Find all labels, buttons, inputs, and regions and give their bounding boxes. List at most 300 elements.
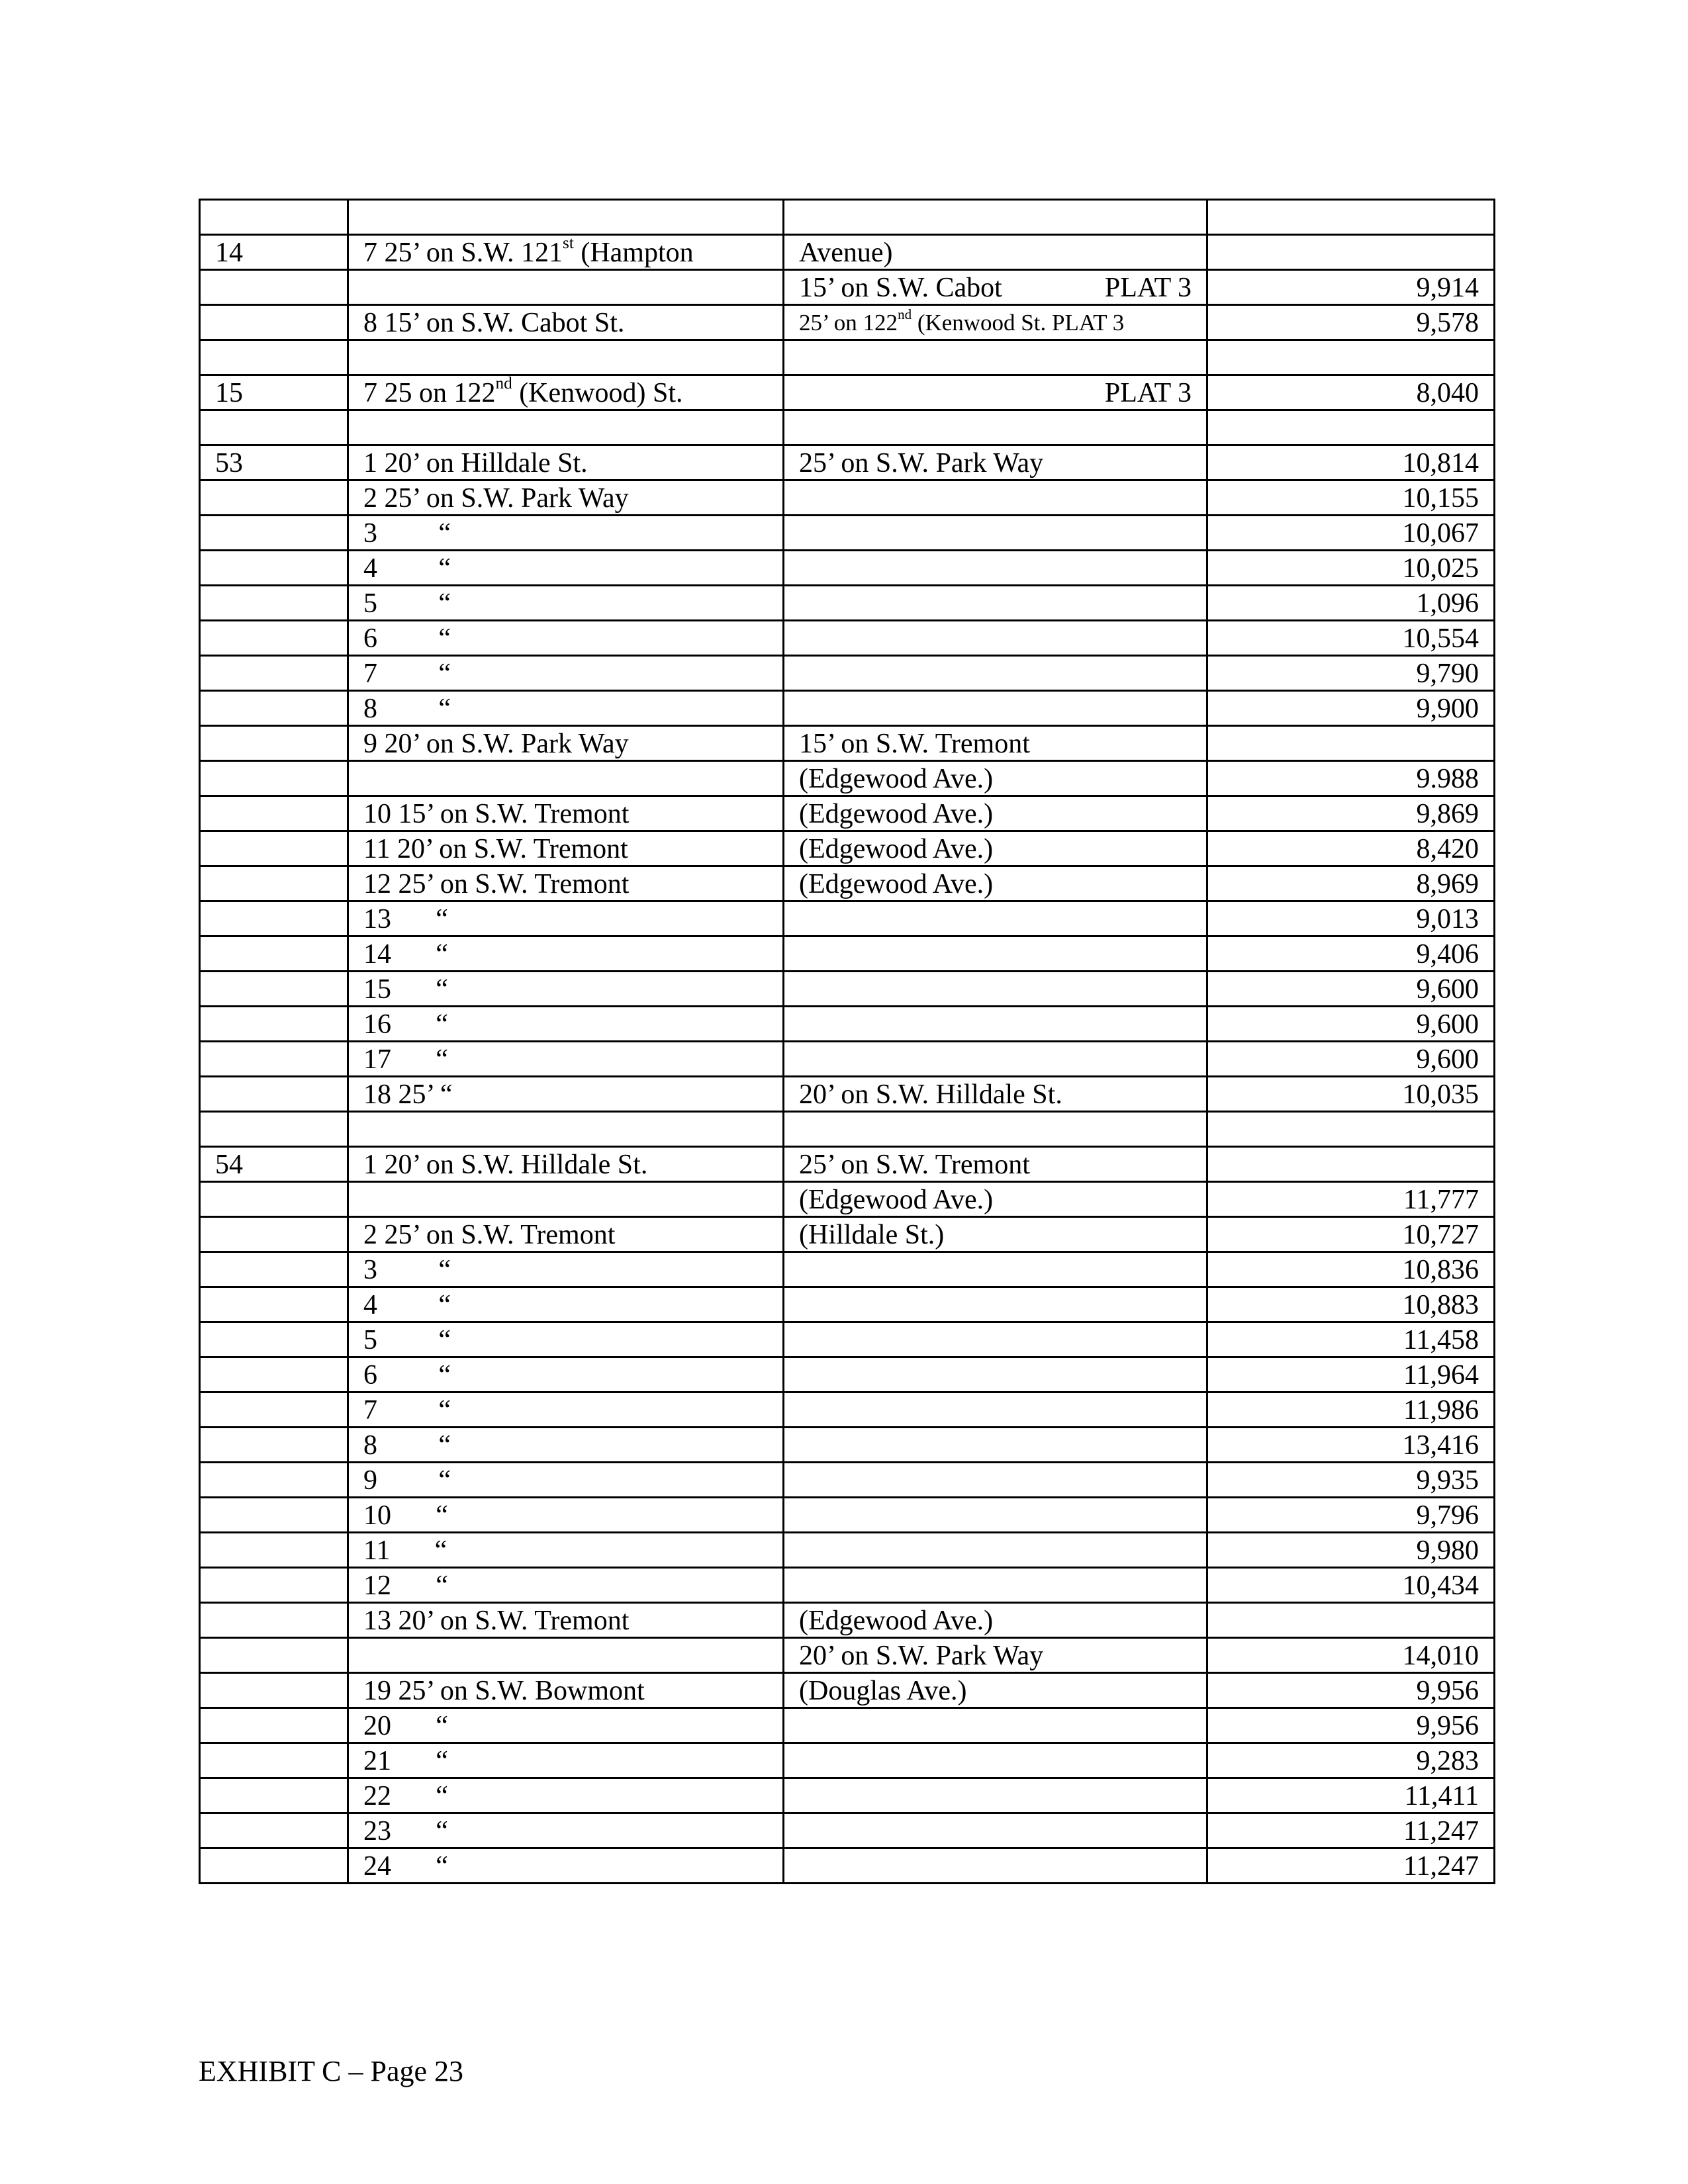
lot-text: 1 20’ on S.W. Hilldale St.	[363, 1150, 648, 1180]
lot-text: 20	[363, 1711, 391, 1741]
area-cell: 11,247	[1207, 1813, 1495, 1848]
area-cell	[1207, 340, 1495, 375]
frontage-cell	[784, 1252, 1207, 1287]
lot-text: 10	[363, 1500, 391, 1531]
lot-cell	[348, 621, 784, 656]
frontage-cell	[784, 1007, 1207, 1042]
frontage-cell	[784, 375, 1207, 410]
table-row	[200, 621, 1495, 656]
lot-text: 21	[363, 1746, 391, 1776]
frontage-cell	[784, 1848, 1207, 1884]
frontage-cell	[784, 726, 1207, 761]
lot-text: 7	[363, 1395, 377, 1426]
lot-cell	[348, 831, 784, 866]
table-row	[200, 1217, 1495, 1252]
block-cell	[200, 551, 348, 586]
lot-text: 14	[363, 939, 391, 970]
lot-cell	[348, 1322, 784, 1357]
ditto-mark: “	[436, 1851, 448, 1882]
table-row	[200, 410, 1495, 445]
lot-text: 19 25’ on S.W. Bowmont	[363, 1676, 645, 1706]
frontage-cell	[784, 516, 1207, 551]
lot-cell	[348, 1533, 784, 1568]
lot-cell	[348, 445, 784, 480]
area-cell: 9,935	[1207, 1463, 1495, 1498]
area-cell: 9,013	[1207, 901, 1495, 936]
lot-superscript: nd	[495, 375, 512, 392]
block-cell	[200, 1638, 348, 1673]
ditto-mark: “	[436, 904, 448, 934]
table-row	[200, 1147, 1495, 1182]
frontage-cell	[784, 305, 1207, 340]
frontage-cell	[784, 1463, 1207, 1498]
table-row	[200, 761, 1495, 796]
lot-cell	[348, 1182, 784, 1217]
block-cell	[200, 1813, 348, 1848]
lot-text: 12 25’ on S.W. Tremont	[363, 869, 630, 899]
frontage-cell	[784, 200, 1207, 235]
frontage-cell	[784, 1708, 1207, 1743]
lot-text: 13 20’ on S.W. Tremont	[363, 1606, 630, 1636]
table-row	[200, 1392, 1495, 1428]
lot-cell	[348, 726, 784, 761]
area-cell: 11,964	[1207, 1357, 1495, 1392]
block-cell	[200, 1743, 348, 1778]
table-row	[200, 305, 1495, 340]
block-cell	[200, 761, 348, 796]
block-cell	[200, 1322, 348, 1357]
table-row	[200, 270, 1495, 305]
ditto-mark: “	[436, 1500, 448, 1531]
area-cell: 10,155	[1207, 480, 1495, 516]
frontage-cell	[784, 1603, 1207, 1638]
frontage-superscript: nd	[898, 306, 912, 323]
frontage-cell	[784, 1638, 1207, 1673]
lot-cell	[348, 1287, 784, 1322]
area-cell: 9,980	[1207, 1533, 1495, 1568]
ditto-mark: “	[436, 1044, 448, 1075]
lot-cell	[348, 1673, 784, 1708]
area-cell: 1,096	[1207, 586, 1495, 621]
frontage-cell	[784, 340, 1207, 375]
lot-cell	[348, 1743, 784, 1778]
area-cell: 10,067	[1207, 516, 1495, 551]
ditto-mark: “	[438, 659, 451, 689]
lot-cell	[348, 410, 784, 445]
frontage-cell	[784, 1428, 1207, 1463]
table-row	[200, 445, 1495, 480]
table-row	[200, 1638, 1495, 1673]
lot-text: 6	[363, 623, 377, 654]
frontage-cell	[784, 1568, 1207, 1603]
block-cell	[200, 1778, 348, 1813]
lot-cell	[348, 516, 784, 551]
table-row	[200, 1042, 1495, 1077]
block-cell	[200, 1428, 348, 1463]
lot-text: 18 25’ “	[363, 1079, 453, 1110]
table-row	[200, 235, 1495, 270]
lot-cell	[348, 270, 784, 305]
area-cell: 9,956	[1207, 1708, 1495, 1743]
lot-cell	[348, 1603, 784, 1638]
frontage-cell	[784, 1042, 1207, 1077]
table-row	[200, 691, 1495, 726]
area-cell: 8,420	[1207, 831, 1495, 866]
frontage-cell	[784, 586, 1207, 621]
area-cell: 9,900	[1207, 691, 1495, 726]
area-cell: 9,600	[1207, 1042, 1495, 1077]
area-cell: 9,283	[1207, 1743, 1495, 1778]
ditto-mark: “	[438, 1430, 451, 1461]
lot-cell	[348, 235, 784, 270]
lot-cell	[348, 866, 784, 901]
ditto-mark: “	[438, 1325, 451, 1355]
ditto-mark: “	[436, 1570, 448, 1601]
lot-text: 11 20’ on S.W. Tremont	[363, 834, 628, 864]
block-cell	[200, 516, 348, 551]
lot-text: 24	[363, 1851, 391, 1882]
lot-cell	[348, 551, 784, 586]
frontage-cell	[784, 1813, 1207, 1848]
frontage-cell	[784, 1182, 1207, 1217]
frontage-text: 20’ on S.W. Park Way	[799, 1641, 1044, 1671]
frontage-cell	[784, 972, 1207, 1007]
lot-text: 10 15’ on S.W. Tremont	[363, 799, 630, 829]
table-row	[200, 972, 1495, 1007]
lot-cell	[348, 1357, 784, 1392]
table-row	[200, 656, 1495, 691]
ditto-mark: “	[436, 1781, 448, 1811]
table-row	[200, 796, 1495, 831]
block-cell	[200, 1498, 348, 1533]
area-cell: 9,914	[1207, 270, 1495, 305]
block-cell	[200, 972, 348, 1007]
area-cell	[1207, 410, 1495, 445]
lot-area-table	[199, 199, 1495, 1884]
area-cell: 9,600	[1207, 1007, 1495, 1042]
lot-area-table-body	[200, 200, 1495, 1884]
area-cell: 13,416	[1207, 1428, 1495, 1463]
table-row	[200, 1252, 1495, 1287]
frontage-cell	[784, 1533, 1207, 1568]
block-cell	[200, 1217, 348, 1252]
table-row	[200, 1182, 1495, 1217]
ditto-mark: “	[436, 974, 448, 1005]
lot-text: 7 25 on 122	[363, 378, 496, 408]
lot-text: 15	[363, 974, 391, 1005]
ditto-mark: “	[436, 1711, 448, 1741]
table-row	[200, 831, 1495, 866]
frontage-text: (Edgewood Ave.)	[799, 799, 994, 829]
table-row	[200, 1673, 1495, 1708]
block-cell	[200, 1042, 348, 1077]
frontage-cell	[784, 551, 1207, 586]
block-cell: 14	[200, 235, 348, 270]
table-row	[200, 586, 1495, 621]
table-row	[200, 1743, 1495, 1778]
area-cell: 9,600	[1207, 972, 1495, 1007]
block-cell	[200, 410, 348, 445]
lot-text: 12	[363, 1570, 391, 1601]
lot-cell	[348, 1708, 784, 1743]
area-cell: 8,040	[1207, 375, 1495, 410]
lot-text: 23	[363, 1816, 391, 1846]
frontage-cell	[784, 1147, 1207, 1182]
frontage-cell	[784, 480, 1207, 516]
ditto-mark: “	[438, 588, 451, 619]
block-cell	[200, 1708, 348, 1743]
lot-cell	[348, 1112, 784, 1147]
lot-cell	[348, 1848, 784, 1884]
area-cell: 11,986	[1207, 1392, 1495, 1428]
area-cell: 10,836	[1207, 1252, 1495, 1287]
area-cell	[1207, 200, 1495, 235]
block-cell	[200, 866, 348, 901]
ditto-mark: “	[438, 553, 451, 584]
frontage-cell	[784, 1392, 1207, 1428]
table-row	[200, 1428, 1495, 1463]
ditto-mark: “	[438, 1360, 451, 1390]
frontage-cell	[784, 1322, 1207, 1357]
block-cell	[200, 1848, 348, 1884]
block-cell: 53	[200, 445, 348, 480]
block-cell	[200, 1463, 348, 1498]
block-cell	[200, 340, 348, 375]
ditto-mark: “	[438, 623, 451, 654]
lot-cell	[348, 480, 784, 516]
table-row	[200, 936, 1495, 972]
frontage-text: (Hilldale St.)	[799, 1220, 945, 1250]
table-row	[200, 726, 1495, 761]
frontage-cell	[784, 1112, 1207, 1147]
ditto-mark: “	[438, 518, 451, 549]
ditto-mark: “	[436, 939, 448, 970]
lot-text-after: (Kenwood) St.	[512, 378, 683, 408]
area-cell: 10,883	[1207, 1287, 1495, 1322]
table-row	[200, 1813, 1495, 1848]
frontage-cell	[784, 1673, 1207, 1708]
block-cell	[200, 831, 348, 866]
frontage-text: 25’ on S.W. Tremont	[799, 1150, 1030, 1180]
area-cell: 9,790	[1207, 656, 1495, 691]
lot-cell	[348, 936, 784, 972]
frontage-text: (Edgewood Ave.)	[799, 869, 994, 899]
frontage-text: 20’ on S.W. Hilldale St.	[799, 1079, 1062, 1110]
frontage-cell	[784, 270, 1207, 305]
table-row	[200, 1848, 1495, 1884]
frontage-cell	[784, 445, 1207, 480]
table-row	[200, 1533, 1495, 1568]
frontage-text: (Edgewood Ave.)	[799, 834, 994, 864]
area-cell: 9,406	[1207, 936, 1495, 972]
table-row	[200, 1357, 1495, 1392]
frontage-cell	[784, 761, 1207, 796]
block-cell	[200, 1007, 348, 1042]
ditto-mark: “	[438, 1395, 451, 1426]
area-cell: 9,869	[1207, 796, 1495, 831]
area-cell	[1207, 1147, 1495, 1182]
area-cell: 10,554	[1207, 621, 1495, 656]
area-cell: 11,458	[1207, 1322, 1495, 1357]
ditto-mark: “	[436, 1009, 448, 1040]
frontage-text: 25’ on S.W. Park Way	[799, 448, 1044, 478]
frontage-cell	[784, 1357, 1207, 1392]
lot-text: 2 25’ on S.W. Tremont	[363, 1220, 616, 1250]
block-cell	[200, 270, 348, 305]
table-row	[200, 1568, 1495, 1603]
table-row	[200, 1077, 1495, 1112]
area-cell: 10,814	[1207, 445, 1495, 480]
area-cell	[1207, 1603, 1495, 1638]
area-cell: 9,956	[1207, 1673, 1495, 1708]
area-cell	[1207, 1112, 1495, 1147]
ditto-mark: “	[438, 1465, 451, 1496]
block-cell	[200, 796, 348, 831]
lot-cell	[348, 1217, 784, 1252]
lot-cell	[348, 901, 784, 936]
frontage-text: 15’ on S.W. Tremont	[799, 729, 1030, 759]
lot-text: 7	[363, 659, 377, 689]
frontage-cell	[784, 796, 1207, 831]
plat-label: PLAT 3	[1104, 273, 1192, 303]
lot-cell	[348, 1147, 784, 1182]
lot-text: 3	[363, 518, 377, 549]
lot-cell	[348, 691, 784, 726]
ditto-mark: “	[436, 1746, 448, 1776]
area-cell: 10,035	[1207, 1077, 1495, 1112]
frontage-cell	[784, 656, 1207, 691]
lot-cell	[348, 1428, 784, 1463]
block-cell	[200, 305, 348, 340]
lot-cell	[348, 305, 784, 340]
ditto-mark: “	[438, 1255, 451, 1285]
block-cell	[200, 1077, 348, 1112]
lot-cell	[348, 1252, 784, 1287]
table-row	[200, 1322, 1495, 1357]
lot-text: 5	[363, 588, 377, 619]
frontage-cell	[784, 1217, 1207, 1252]
area-cell: 11,411	[1207, 1778, 1495, 1813]
frontage-cell	[784, 866, 1207, 901]
block-cell: 54	[200, 1147, 348, 1182]
lot-cell	[348, 200, 784, 235]
lot-cell	[348, 586, 784, 621]
lot-cell	[348, 1007, 784, 1042]
frontage-cell	[784, 1778, 1207, 1813]
table-row	[200, 1463, 1495, 1498]
lot-cell	[348, 761, 784, 796]
block-cell	[200, 1392, 348, 1428]
lot-cell	[348, 1077, 784, 1112]
frontage-text: (Edgewood Ave.)	[799, 764, 994, 794]
lot-cell	[348, 972, 784, 1007]
table-row	[200, 340, 1495, 375]
lot-text: 5	[363, 1325, 377, 1355]
table-row	[200, 200, 1495, 235]
ditto-mark: “	[436, 1816, 448, 1846]
block-cell	[200, 1357, 348, 1392]
lot-text: 6	[363, 1360, 377, 1390]
area-cell: 8,969	[1207, 866, 1495, 901]
block-cell	[200, 1673, 348, 1708]
plat-label: PLAT 3	[1104, 378, 1192, 408]
area-cell: 10,434	[1207, 1568, 1495, 1603]
table-row	[200, 1112, 1495, 1147]
table-row	[200, 1603, 1495, 1638]
ditto-mark: “	[434, 1535, 447, 1566]
block-cell	[200, 1533, 348, 1568]
table-row	[200, 516, 1495, 551]
lot-cell	[348, 1042, 784, 1077]
area-cell: 9,578	[1207, 305, 1495, 340]
lot-text: 3	[363, 1255, 377, 1285]
table-row	[200, 1708, 1495, 1743]
lot-cell	[348, 375, 784, 410]
block-cell	[200, 1603, 348, 1638]
area-cell: 10,727	[1207, 1217, 1495, 1252]
block-cell	[200, 691, 348, 726]
lot-text: 22	[363, 1781, 391, 1811]
frontage-text: 25’ on 122	[799, 310, 898, 336]
area-cell: 9,796	[1207, 1498, 1495, 1533]
table-row	[200, 551, 1495, 586]
lot-cell	[348, 1778, 784, 1813]
area-cell: 11,247	[1207, 1848, 1495, 1884]
frontage-cell	[784, 831, 1207, 866]
lot-text: 1 20’ on Hilldale St.	[363, 448, 588, 478]
table-row	[200, 1498, 1495, 1533]
lot-text: 8	[363, 1430, 377, 1461]
table-row	[200, 1778, 1495, 1813]
ditto-mark: “	[438, 694, 451, 724]
area-cell: 10,025	[1207, 551, 1495, 586]
frontage-cell	[784, 235, 1207, 270]
frontage-cell	[784, 936, 1207, 972]
block-cell	[200, 586, 348, 621]
lot-cell	[348, 1813, 784, 1848]
page-footer: EXHIBIT C – Page 23	[199, 2055, 464, 2087]
block-cell: 15	[200, 375, 348, 410]
lot-cell	[348, 656, 784, 691]
lot-text-after: (Hampton	[573, 238, 694, 268]
block-cell	[200, 1112, 348, 1147]
area-cell	[1207, 726, 1495, 761]
lot-cell	[348, 1392, 784, 1428]
frontage-text: (Edgewood Ave.)	[799, 1606, 994, 1636]
frontage-cell	[784, 1498, 1207, 1533]
lot-text: 8	[363, 694, 377, 724]
ditto-mark: “	[438, 1290, 451, 1320]
frontage-text: (Edgewood Ave.)	[799, 1185, 994, 1215]
frontage-cell	[784, 1287, 1207, 1322]
lot-text: 2 25’ on S.W. Park Way	[363, 483, 629, 514]
table-row	[200, 901, 1495, 936]
area-cell: 11,777	[1207, 1182, 1495, 1217]
lot-text: 9	[363, 1465, 377, 1496]
table-row	[200, 866, 1495, 901]
area-cell: 9.988	[1207, 761, 1495, 796]
area-cell	[1207, 235, 1495, 270]
lot-superscript: st	[563, 234, 574, 252]
frontage-text: Avenue)	[799, 238, 893, 268]
frontage-cell	[784, 1743, 1207, 1778]
lot-text: 9 20’ on S.W. Park Way	[363, 729, 629, 759]
table-row	[200, 375, 1495, 410]
frontage-cell	[784, 621, 1207, 656]
block-cell	[200, 200, 348, 235]
block-cell	[200, 1287, 348, 1322]
lot-cell	[348, 1638, 784, 1673]
